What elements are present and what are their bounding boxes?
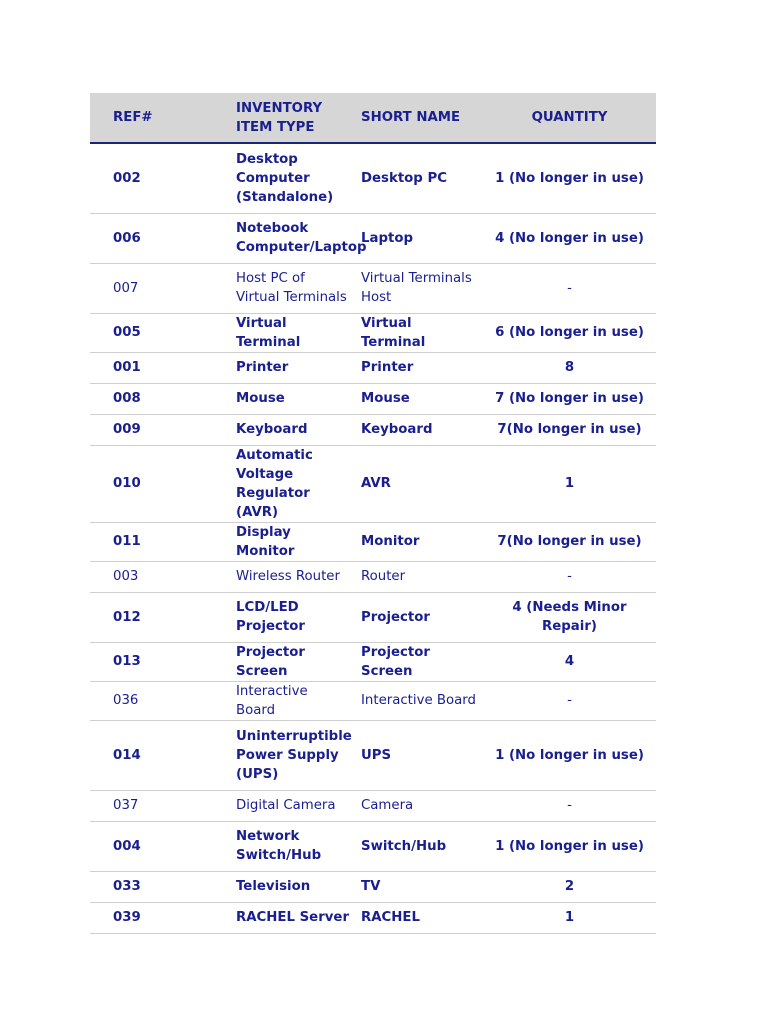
table-row bbox=[90, 681, 656, 720]
table-row bbox=[90, 720, 656, 790]
cell-quantity: 4 (No longer in use) bbox=[483, 213, 656, 263]
cell-item-type: Desktop Computer (Standalone) bbox=[222, 143, 351, 213]
cell-short-name: RACHEL bbox=[351, 902, 483, 933]
cell-ref: 014 bbox=[90, 720, 222, 790]
cell-item-type: Interactive Board bbox=[222, 681, 351, 720]
table-header bbox=[90, 93, 656, 143]
cell-quantity: 6 (No longer in use) bbox=[483, 313, 656, 352]
cell-short-name: UPS bbox=[351, 720, 483, 790]
cell-item-type: Uninterruptible Power Supply (UPS) bbox=[222, 720, 351, 790]
table-row bbox=[90, 313, 656, 352]
cell-ref: 036 bbox=[90, 681, 222, 720]
cell-item-type: RACHEL Server bbox=[222, 902, 351, 933]
cell-short-name: Mouse bbox=[351, 383, 483, 414]
header-row bbox=[90, 93, 656, 143]
cell-short-name: Keyboard bbox=[351, 414, 483, 445]
cell-quantity: - bbox=[483, 561, 656, 592]
cell-short-name: Interactive Board bbox=[351, 681, 483, 720]
cell-item-type: Mouse bbox=[222, 383, 351, 414]
cell-quantity: 1 bbox=[483, 445, 656, 522]
table-row bbox=[90, 522, 656, 561]
cell-ref: 008 bbox=[90, 383, 222, 414]
cell-quantity: 1 bbox=[483, 902, 656, 933]
table-row bbox=[90, 143, 656, 213]
cell-item-type: Television bbox=[222, 871, 351, 902]
table-row bbox=[90, 383, 656, 414]
cell-short-name: Switch/Hub bbox=[351, 821, 483, 871]
cell-ref: 005 bbox=[90, 313, 222, 352]
cell-ref: 039 bbox=[90, 902, 222, 933]
header-item-type: INVENTORY ITEM TYPE bbox=[222, 93, 351, 143]
cell-item-type: Automatic Voltage Regulator (AVR) bbox=[222, 445, 351, 522]
cell-ref: 033 bbox=[90, 871, 222, 902]
cell-short-name: Virtual Terminal bbox=[351, 313, 483, 352]
table-row bbox=[90, 213, 656, 263]
cell-short-name: TV bbox=[351, 871, 483, 902]
cell-quantity: 1 (No longer in use) bbox=[483, 720, 656, 790]
cell-ref: 012 bbox=[90, 592, 222, 642]
cell-quantity: 2 bbox=[483, 871, 656, 902]
cell-quantity: - bbox=[483, 790, 656, 821]
table-row bbox=[90, 790, 656, 821]
table-row bbox=[90, 871, 656, 902]
cell-item-type: Notebook Computer/Laptop bbox=[222, 213, 351, 263]
cell-ref: 013 bbox=[90, 642, 222, 681]
cell-ref: 003 bbox=[90, 561, 222, 592]
header-quantity: QUANTITY bbox=[483, 93, 656, 143]
table-body bbox=[90, 143, 656, 933]
cell-item-type: Digital Camera bbox=[222, 790, 351, 821]
cell-quantity: 7 (No longer in use) bbox=[483, 383, 656, 414]
cell-item-type: Keyboard bbox=[222, 414, 351, 445]
cell-quantity: 7(No longer in use) bbox=[483, 522, 656, 561]
table-row bbox=[90, 902, 656, 933]
cell-quantity: 1 (No longer in use) bbox=[483, 821, 656, 871]
cell-item-type: Host PC of Virtual Terminals bbox=[222, 263, 351, 313]
cell-quantity: 1 (No longer in use) bbox=[483, 143, 656, 213]
cell-ref: 037 bbox=[90, 790, 222, 821]
cell-short-name: Virtual Terminals Host bbox=[351, 263, 483, 313]
table-row bbox=[90, 263, 656, 313]
table-row bbox=[90, 821, 656, 871]
header-ref: REF# bbox=[90, 93, 222, 143]
cell-short-name: Monitor bbox=[351, 522, 483, 561]
cell-item-type: Network Switch/Hub bbox=[222, 821, 351, 871]
cell-ref: 007 bbox=[90, 263, 222, 313]
cell-short-name: Laptop bbox=[351, 213, 483, 263]
cell-item-type: Projector Screen bbox=[222, 642, 351, 681]
cell-item-type: Virtual Terminal bbox=[222, 313, 351, 352]
cell-item-type: Printer bbox=[222, 352, 351, 383]
table-row bbox=[90, 352, 656, 383]
table-row bbox=[90, 642, 656, 681]
cell-short-name: Printer bbox=[351, 352, 483, 383]
cell-item-type: LCD/LED Projector bbox=[222, 592, 351, 642]
cell-short-name: Projector bbox=[351, 592, 483, 642]
cell-quantity: - bbox=[483, 263, 656, 313]
cell-item-type: Display Monitor bbox=[222, 522, 351, 561]
cell-quantity: 7(No longer in use) bbox=[483, 414, 656, 445]
cell-quantity: 8 bbox=[483, 352, 656, 383]
table-row bbox=[90, 414, 656, 445]
cell-short-name: Projector Screen bbox=[351, 642, 483, 681]
table-row bbox=[90, 445, 656, 522]
cell-quantity: 4 bbox=[483, 642, 656, 681]
cell-ref: 011 bbox=[90, 522, 222, 561]
cell-quantity: 4 (Needs Minor Repair) bbox=[483, 592, 656, 642]
cell-ref: 001 bbox=[90, 352, 222, 383]
cell-short-name: Camera bbox=[351, 790, 483, 821]
cell-ref: 006 bbox=[90, 213, 222, 263]
cell-quantity: - bbox=[483, 681, 656, 720]
cell-short-name: Desktop PC bbox=[351, 143, 483, 213]
table-row bbox=[90, 561, 656, 592]
table-row bbox=[90, 592, 656, 642]
cell-ref: 004 bbox=[90, 821, 222, 871]
cell-ref: 002 bbox=[90, 143, 222, 213]
cell-ref: 009 bbox=[90, 414, 222, 445]
cell-item-type: Wireless Router bbox=[222, 561, 351, 592]
cell-short-name: AVR bbox=[351, 445, 483, 522]
cell-ref: 010 bbox=[90, 445, 222, 522]
cell-short-name: Router bbox=[351, 561, 483, 592]
inventory-table bbox=[90, 93, 656, 934]
header-short-name: SHORT NAME bbox=[351, 93, 483, 143]
